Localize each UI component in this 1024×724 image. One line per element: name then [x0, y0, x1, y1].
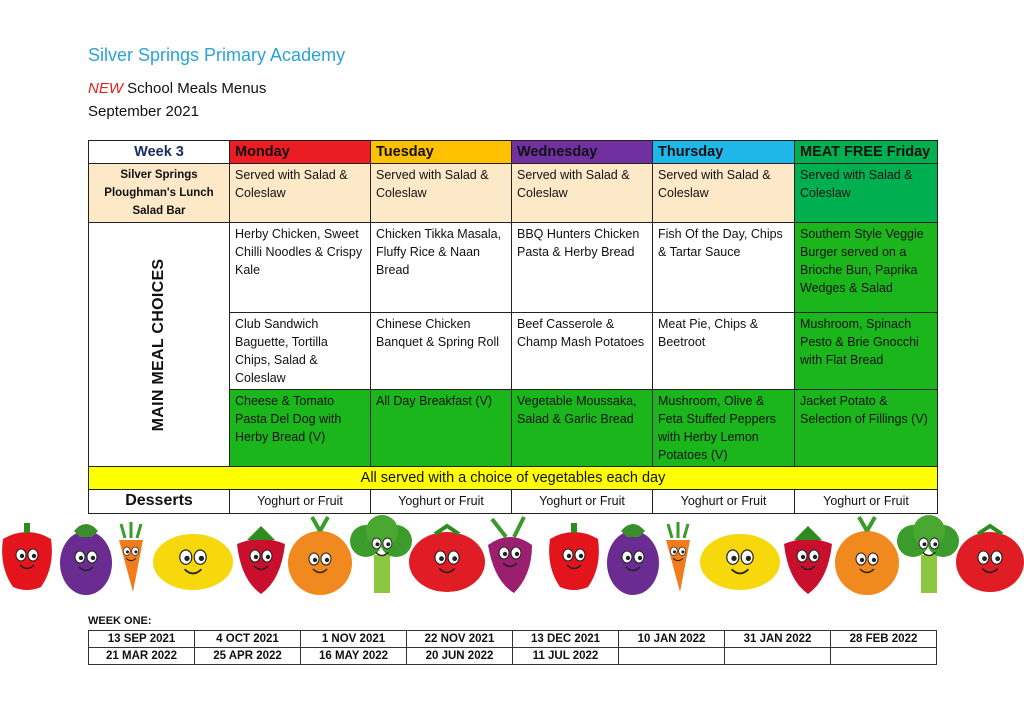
meal-cell: Fish Of the Day, Chips & Tartar Sauce [653, 223, 795, 313]
dessert-cell: Yoghurt or Fruit [512, 490, 653, 514]
aubergine-icon [60, 524, 112, 595]
meal-cell: BBQ Hunters Chicken Pasta & Herby Bread [512, 223, 653, 313]
meal-cell: Southern Style Veggie Burger served on a Brioche Bun, Paprika Wedges & Salad [795, 223, 938, 313]
school-title: Silver Springs Primary Academy [88, 45, 346, 65]
meal-cell: Beef Casserole & Champ Mash Potatoes [512, 313, 653, 390]
veg-note: All served with a choice of vegetables each day [89, 467, 938, 490]
dessert-cell: Yoghurt or Fruit [371, 490, 512, 514]
date-cell: 25 APR 2022 [195, 648, 301, 665]
dessert-cell: Yoghurt or Fruit [230, 490, 371, 514]
tomato-icon [409, 526, 485, 592]
tomato-icon [956, 526, 1024, 592]
date-cell: 13 SEP 2021 [89, 631, 195, 648]
desserts-label: Desserts [89, 490, 230, 514]
veg-note-row [89, 467, 938, 490]
new-label: NEW [88, 80, 123, 97]
meal-cell: Chicken Tikka Masala, Fluffy Rice & Naan Bread [371, 223, 512, 313]
carrot-icon [666, 522, 690, 592]
salad-bar-row [89, 164, 938, 223]
salad-cell: Served with Salad & Coleslaw [653, 164, 795, 223]
orange-icon [835, 517, 899, 595]
strawberry-icon [237, 526, 285, 594]
meal-cell: All Day Breakfast (V) [371, 390, 512, 467]
main-meal-label-cell [89, 223, 230, 467]
main-meal-label: MAIN MEAL CHOICES [150, 258, 167, 431]
meal-cell: Mushroom, Spinach Pesto & Brie Gnocchi with Flat Bread [795, 313, 938, 390]
carrot-icon [119, 522, 143, 592]
salad-cell: Served with Salad & Coleslaw [512, 164, 653, 223]
dates-row [89, 631, 937, 648]
day-monday: Monday [230, 141, 371, 164]
salad-cell: Served with Salad & Coleslaw [230, 164, 371, 223]
day-header-row [89, 141, 938, 164]
week-one-dates-table [88, 630, 937, 665]
menu-table [88, 140, 938, 514]
date-cell [831, 648, 937, 665]
week-label: Week 3 [89, 141, 230, 164]
date-cell: 28 FEB 2022 [831, 631, 937, 648]
meal-cell: Chinese Chicken Banquet & Spring Roll [371, 313, 512, 390]
day-friday: MEAT FREE Friday [795, 141, 938, 164]
date-cell: 1 NOV 2021 [301, 631, 407, 648]
meal-cell: Mushroom, Olive & Feta Stuffed Peppers with Herby Lemon Potatoes (V) [653, 390, 795, 467]
dessert-cell: Yoghurt or Fruit [795, 490, 938, 514]
salad-bar-label: Silver Springs Ploughman's Lunch Salad Bar [89, 164, 230, 223]
date-cell: 13 DEC 2021 [513, 631, 619, 648]
aubergine-icon [607, 524, 659, 595]
date-cell: 11 JUL 2022 [513, 648, 619, 665]
lemon-icon [700, 534, 780, 590]
beetroot-icon [488, 517, 532, 593]
meal-cell: Meat Pie, Chips & Beetroot [653, 313, 795, 390]
menus-title-text: School Meals Menus [123, 80, 267, 97]
orange-icon [288, 517, 352, 595]
day-thursday: Thursday [653, 141, 795, 164]
strawberry-icon [784, 526, 832, 594]
salad-cell: Served with Salad & Coleslaw [371, 164, 512, 223]
menus-title [88, 80, 266, 97]
day-tuesday: Tuesday [371, 141, 512, 164]
meal-cell: Club Sandwich Baguette, Tortilla Chips, Salad & Coleslaw [230, 313, 371, 390]
meal-cell: Jacket Potato & Selection of Fillings (V) [795, 390, 938, 467]
date-cell [619, 648, 725, 665]
broccoli-icon [350, 515, 412, 593]
date-cell: 10 JAN 2022 [619, 631, 725, 648]
date-cell: 31 JAN 2022 [725, 631, 831, 648]
broccoli-icon [897, 515, 959, 593]
vegetable-banner [0, 505, 1024, 595]
week-one-label: WEEK ONE: [88, 615, 152, 627]
meal-cell: Herby Chicken, Sweet Chilli Noodles & Crispy Kale [230, 223, 371, 313]
pepper-icon [549, 523, 599, 590]
date-cell: 4 OCT 2021 [195, 631, 301, 648]
meal-cell: Vegetable Moussaka, Salad & Garlic Bread [512, 390, 653, 467]
day-wednesday: Wednesday [512, 141, 653, 164]
lemon-icon [153, 534, 233, 590]
pepper-icon [2, 523, 52, 590]
dates-row [89, 648, 937, 665]
main-row-1 [89, 223, 938, 313]
salad-cell: Served with Salad & Coleslaw [795, 164, 938, 223]
date-cell: 20 JUN 2022 [407, 648, 513, 665]
date-cell: 22 NOV 2021 [407, 631, 513, 648]
date-cell [725, 648, 831, 665]
date-cell: 16 MAY 2022 [301, 648, 407, 665]
meal-cell: Cheese & Tomato Pasta Del Dog with Herby Bread (V) [230, 390, 371, 467]
dessert-cell: Yoghurt or Fruit [653, 490, 795, 514]
date-cell: 21 MAR 2022 [89, 648, 195, 665]
menu-date: September 2021 [88, 103, 199, 120]
